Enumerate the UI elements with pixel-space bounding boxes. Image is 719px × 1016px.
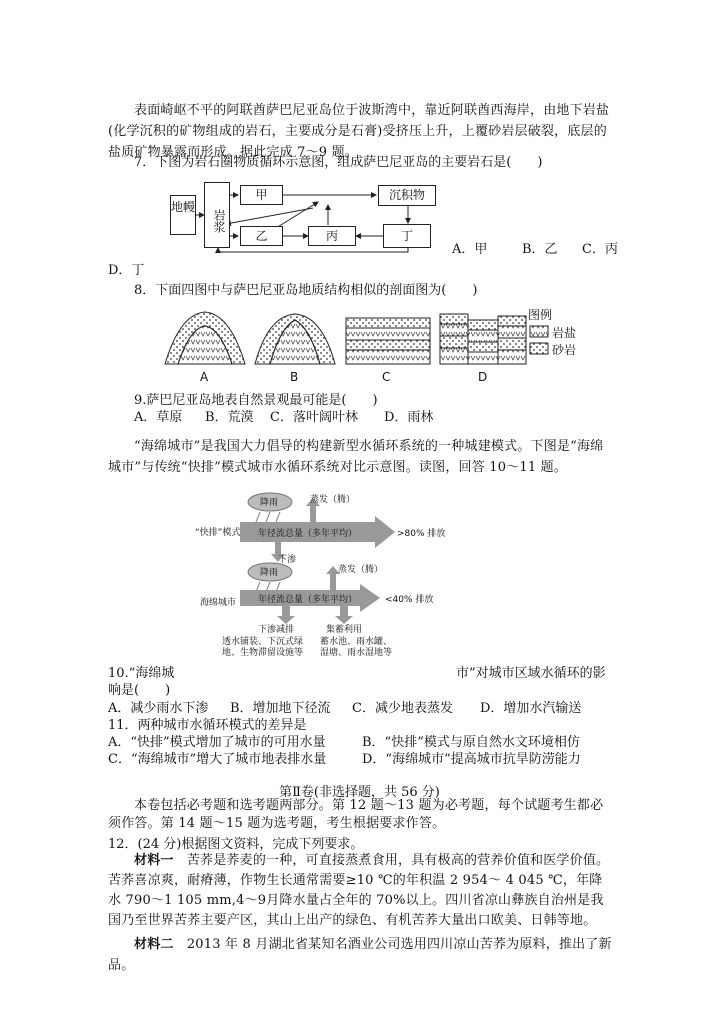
q7-option-d: D．丁: [108, 263, 145, 278]
collect-label: 集蓄利用: [326, 625, 363, 635]
collect-note-line2: 湿塘、雨水湿地等: [320, 648, 393, 658]
legend-title: 图例: [528, 308, 553, 322]
mode-fast-label: “快排”模式: [195, 528, 241, 538]
q10-option-d: D．增加水汽输送: [480, 701, 582, 716]
question-7: 7．下图为岩石圈物质循环示意图，组成萨巴尼亚岛的主要岩石是( ): [134, 155, 543, 170]
q9-option-c: C．落叶阔叶林: [270, 410, 358, 425]
q9-option-d: D．雨林: [384, 410, 434, 425]
rock-cycle-diagram: [168, 178, 438, 253]
section-2-title: 第Ⅱ卷(非选择题，共 56 分): [279, 785, 440, 800]
ding-box: 丁: [383, 224, 431, 248]
profile-drawings: [160, 306, 590, 388]
runoff-label-top: 年径流总量（多年平均）: [258, 529, 358, 539]
material-1-label: 材料一: [134, 853, 174, 868]
infil-note-line2: 地、生物滞留设施等: [222, 648, 304, 658]
q7-option-c: C．丙: [582, 242, 618, 257]
sediment-box: 沉积物: [378, 185, 436, 206]
q7-option-a: A．甲: [452, 242, 488, 257]
question-8: 8．下面四图中与萨巴尼亚岛地质结构相似的剖面图为( ): [134, 283, 478, 298]
collect-note-line1: 蓄水池、雨水罐、: [320, 637, 393, 647]
q9-option-b: B．荒漠: [205, 410, 254, 425]
profile-diagrams: [160, 306, 590, 388]
legend-salt-label: 岩盐: [552, 326, 577, 340]
profile-label-b: B: [290, 370, 299, 384]
q11-option-d: D．“海绵城市”提高城市抗旱防涝能力: [362, 752, 581, 767]
evap-label-top: 蒸发（腾）: [310, 495, 356, 505]
q11-option-b: B．“快排”模式与原自然水文环境相仿: [362, 735, 580, 750]
section-2-intro: 本卷包括必考题和选考题两部分。第 12 题～13 题为必考题，每个试题考生都必须作答。第 14 题～15 题为选考题，考生根据要求作答。: [108, 798, 604, 831]
q11-option-c: C．“海绵城市”增大了城市地表排水量: [108, 752, 327, 767]
evap-label-bottom: 蒸发（腾）: [338, 565, 384, 575]
intro-paragraph-1: 表面崎岖不平的阿联酋萨巴尼亚岛位于波斯湾中，靠近阿联酋西海岸，由地下岩盐(化学沉积的矿物组成的岩石，主要成分是石膏)受挤压上升，上覆砂岩层破裂，底层的盐质矿物暴露而形成。据此完成 7～9 题。: [108, 103, 610, 160]
q10-option-b: B．增加地下径流: [230, 701, 331, 716]
question-11: 11．两种城市水循环模式的差异是: [108, 718, 307, 733]
sponge-city-diagram: [195, 492, 470, 658]
legend-sand-label: 砂岩: [552, 343, 577, 357]
question-10-part3: 响是( ): [108, 683, 171, 698]
bing-box: 丙: [308, 226, 356, 246]
mode-sponge-label: 海绵城市: [200, 598, 237, 608]
infil-label-bottom: 下渗减排: [258, 625, 295, 635]
out-label-bottom: <40% 排放: [385, 595, 434, 605]
material-2-text: 2013 年 8 月湖北省某知名酒业公司选用四川凉山苦荞为原料，推出了新品。: [108, 937, 612, 973]
question-10-part1: 10.“海绵城: [108, 666, 175, 681]
material-1: [108, 851, 613, 931]
material-2-label: 材料二: [134, 937, 174, 952]
infil-label-top: 下渗: [278, 555, 297, 565]
infil-note-line1: 透水铺装、下沉式绿: [222, 637, 304, 647]
mantle-box: 地幔: [170, 195, 196, 235]
runoff-label-bottom: 年径流总量（多年平均）: [258, 595, 358, 605]
q7-option-b: B．乙: [522, 242, 558, 257]
profile-label-c: C: [382, 370, 391, 384]
question-12: 12．(24 分)根据图文资料，完成下列要求。: [108, 837, 364, 852]
jia-box: 甲: [240, 185, 283, 205]
rain-label-bottom: 降雨: [260, 568, 279, 578]
profile-label-a: A: [200, 370, 209, 384]
rain-label-top: 降雨: [260, 498, 279, 508]
question-9: 9.萨巴尼亚岛地表自然景观最可能是( ): [134, 393, 378, 408]
q11-option-a: A．“快排”模式增加了城市的可用水量: [108, 735, 326, 750]
material-2: [108, 934, 613, 976]
question-10-part2: 市”对城市区域水循环的影: [456, 666, 606, 681]
profile-label-d: D: [478, 370, 488, 384]
q9-option-a: A．草原: [134, 410, 183, 425]
q10-option-c: C．减少地表蒸发: [352, 701, 453, 716]
intro-paragraph-2: “海绵城市”是我国大力倡导的构建新型水循环系统的一种城建模式。下图是“海绵城市”与传统“快排”模式城市水循环系统对比示意图。读图，回答 10～11 题。: [108, 439, 604, 475]
yi-box: 乙: [240, 226, 283, 246]
material-1-text: 苦荞是荞麦的一种，可直接蒸煮食用，具有极高的营养价值和医学价值。苦荞喜凉爽，耐瘠薄，作物生长通常需要≥10 ℃的年积温 2 954～ 4 045 ℃，年降水 790～1 105 mm,4～9月降水量占全年的 70%以上。四川省凉山彝族自治州是我国乃至世界苦荞主要产区，其山上出产的绿色、有机苦荞大量出口欧美、日韩等地。: [108, 853, 610, 928]
magma-box: 岩浆: [204, 182, 230, 248]
out-label-top: >80% 排放: [397, 529, 446, 539]
q10-option-a: A．减少雨水下渗: [108, 701, 209, 716]
